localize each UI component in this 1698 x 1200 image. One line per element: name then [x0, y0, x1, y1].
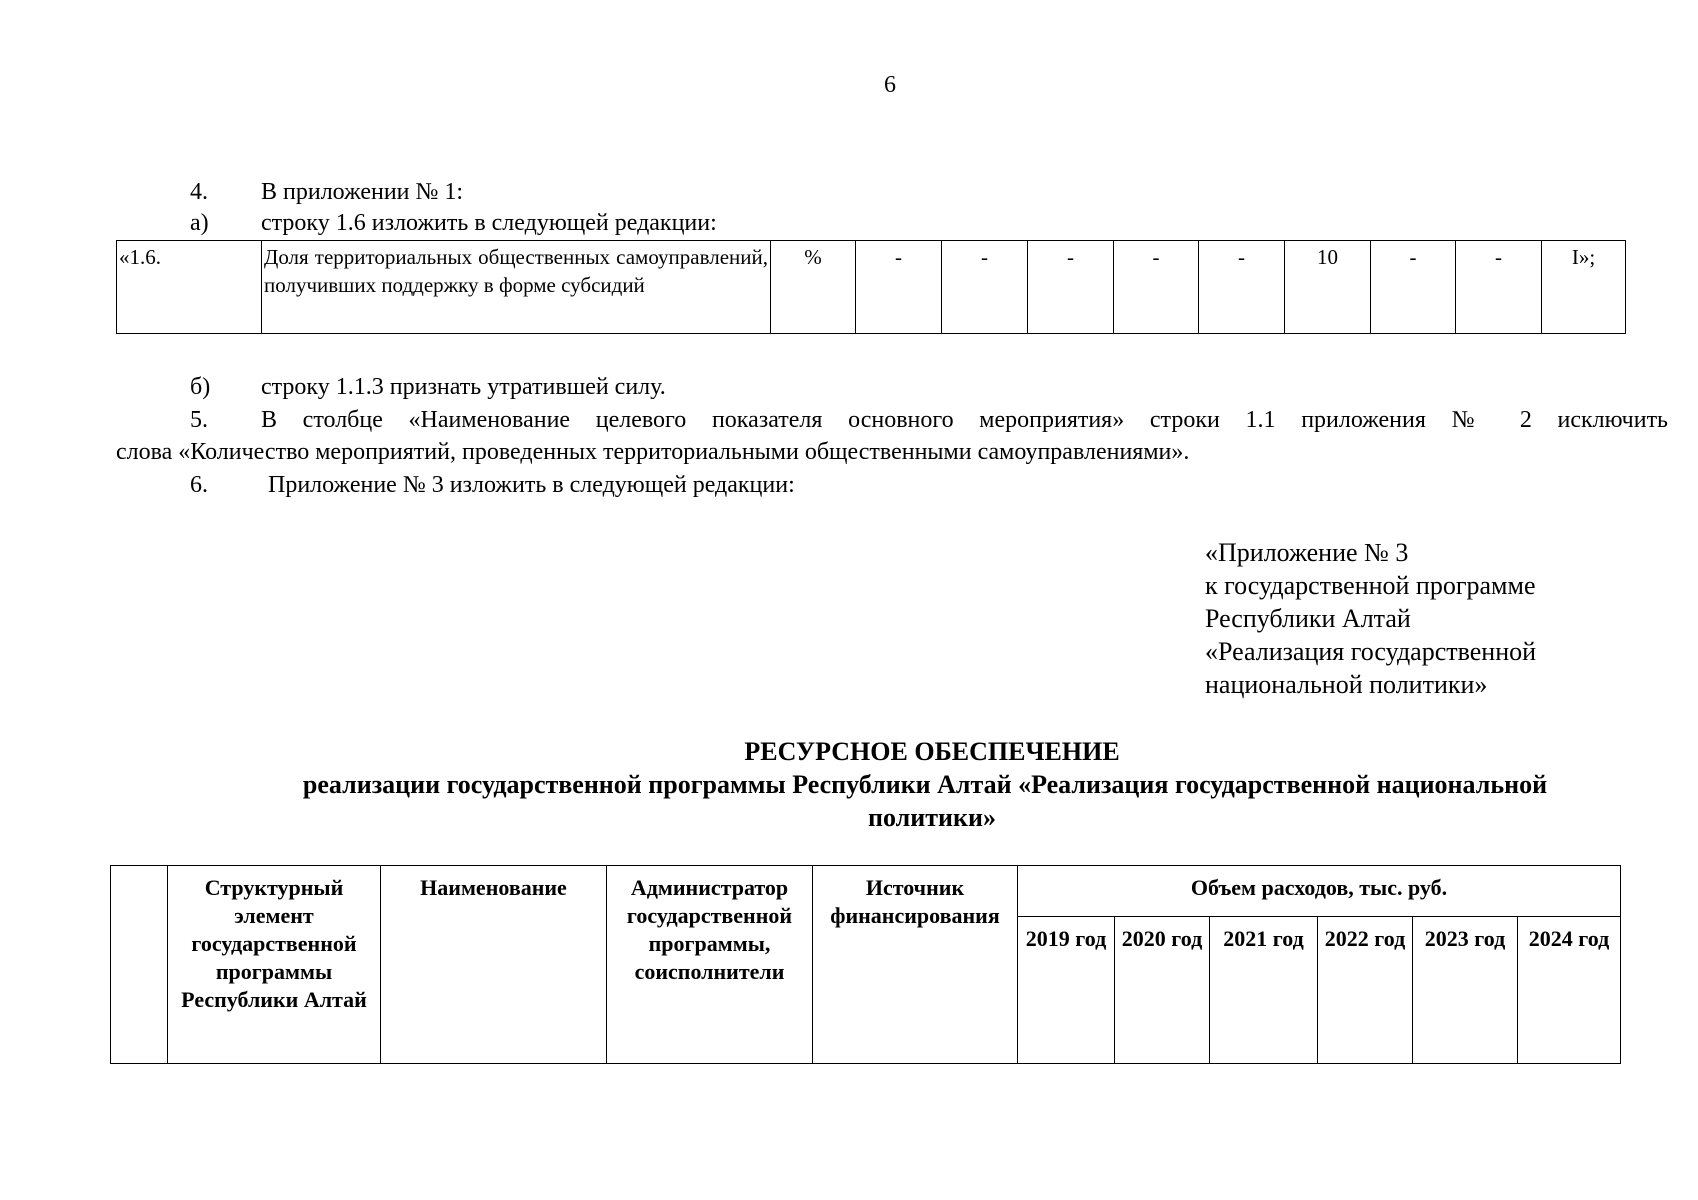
resource-table	[110, 865, 1621, 1064]
column-header-year: 2019 год	[1018, 917, 1115, 1064]
table-cell: I»;	[1542, 241, 1626, 334]
table-cell: 10	[1285, 241, 1371, 334]
table-cell: %	[771, 241, 856, 334]
item-number: 5.	[190, 407, 208, 433]
item-number: а)	[190, 210, 209, 236]
item-number: 6.	[190, 472, 208, 498]
item-number: 4.	[190, 179, 208, 205]
document-title: РЕСУРСНОЕ ОБЕСПЕЧЕНИЕ	[744, 737, 1120, 766]
column-header-year: 2020 год	[1115, 917, 1210, 1064]
document-subtitle: реализации государственной программы Республики Алтай «Реализация государственной национальной	[302, 770, 1548, 799]
item-text: строку 1.1.3 признать утратившей силу.	[261, 374, 666, 400]
column-header-volume: Объем расходов, тыс. руб.	[1018, 866, 1621, 917]
table-cell: -	[1199, 241, 1285, 334]
item-text: Приложение № 3 изложить в следующей редакции:	[268, 472, 795, 498]
table-header-row	[111, 866, 1621, 917]
appendix-reference	[1205, 536, 1536, 701]
item-text-continued: слова «Количество мероприятий, проведенных территориальными общественными самоуправлениями».	[116, 439, 1190, 465]
table-cell: Доля территориальных общественных самоуправлений, получивших поддержку в форме субсидий	[262, 241, 771, 334]
table-cell: -	[1114, 241, 1199, 334]
column-header-source: Источник финансирования	[813, 866, 1018, 1064]
item-number: б)	[190, 374, 211, 400]
appendix-line: Республики Алтай	[1205, 604, 1411, 633]
column-header-year: 2021 год	[1210, 917, 1318, 1064]
column-header-administrator: Администратор государственной программы, соисполнители	[607, 866, 813, 1064]
table-cell: -	[1371, 241, 1456, 334]
page-number: 6	[884, 72, 896, 98]
column-header-number	[111, 866, 168, 1064]
item-text: В приложении № 1:	[261, 179, 464, 205]
appendix-line: к государственной программе	[1205, 571, 1536, 600]
table-cell: -	[1028, 241, 1114, 334]
column-header-year: 2023 год	[1413, 917, 1518, 1064]
item-text: строку 1.6 изложить в следующей редакции:	[261, 210, 717, 236]
column-header-year: 2022 год	[1318, 917, 1413, 1064]
column-header-year: 2024 год	[1518, 917, 1621, 1064]
appendix-line: национальной политики»	[1205, 670, 1488, 699]
table-cell: -	[942, 241, 1028, 334]
appendix-line: «Реализация государственной	[1205, 637, 1537, 666]
document-subtitle-end: политики»	[868, 803, 996, 832]
indicator-table	[116, 240, 1626, 334]
item-text: В столбце «Наименование целевого показателя основного мероприятия» строки 1.1 приложения № 2 исключить	[261, 407, 1668, 433]
table-cell: «1.6.	[117, 241, 262, 334]
column-header-name: Наименование	[381, 866, 607, 1064]
appendix-line: «Приложение № 3	[1205, 538, 1409, 567]
table-cell: -	[856, 241, 942, 334]
column-header-structural-element: Структурный элемент государственной программы Республики Алтай	[168, 866, 381, 1064]
table-row	[117, 241, 1626, 334]
table-cell: -	[1456, 241, 1542, 334]
